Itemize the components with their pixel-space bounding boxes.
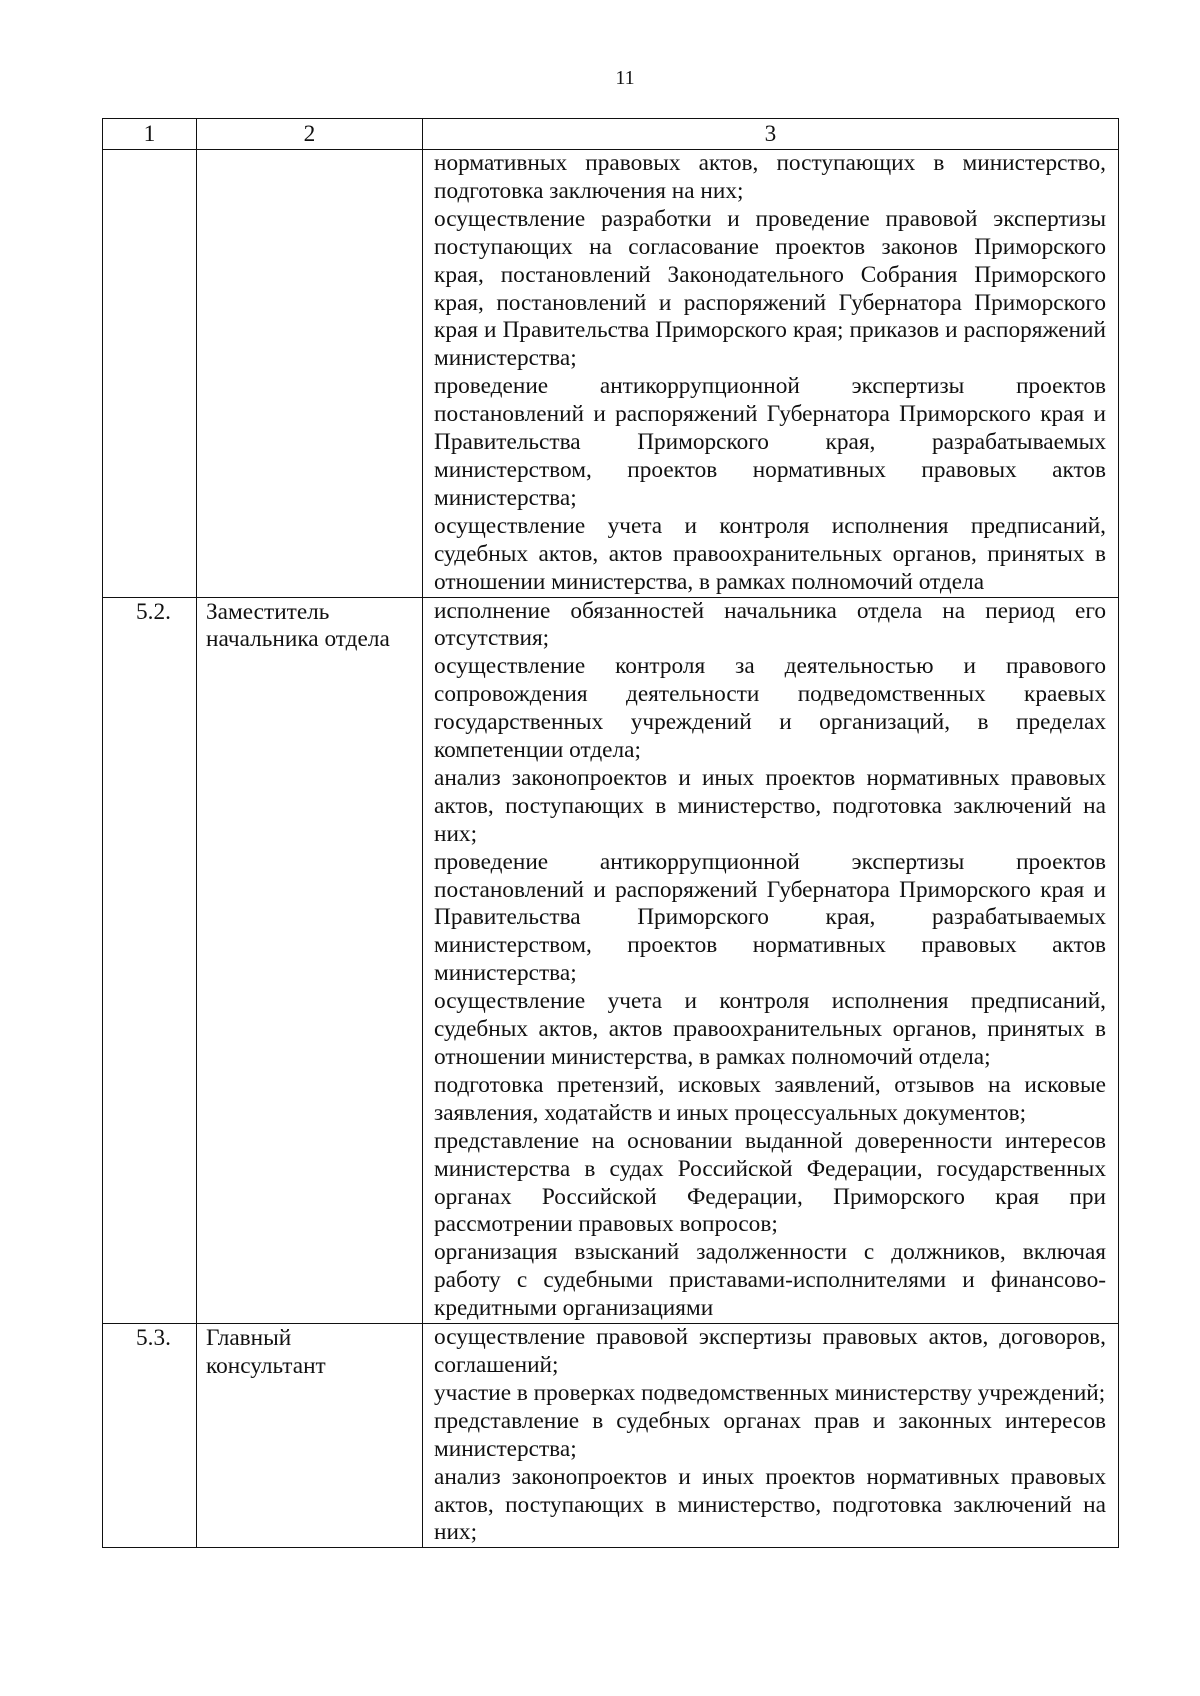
duty-item: анализ законопроектов и иных проектов нормативных правовых актов, поступающих в министерство, подготовка заключений на них; bbox=[434, 764, 1106, 847]
column-header-number: 1 bbox=[103, 119, 197, 150]
duty-item: представление в судебных органах прав и законных интересов министерства; bbox=[434, 1407, 1106, 1462]
row-position bbox=[197, 150, 423, 598]
row-position: Заместитель начальника отдела bbox=[197, 597, 423, 1324]
duty-item: осуществление учета и контроля исполнения предписаний, судебных актов, актов правоохранительных органов, принятых в отношении министерства, в рамках полномочий отдела bbox=[434, 512, 1106, 595]
duty-item: проведение антикоррупционной экспертизы проектов постановлений и распоряжений Губернатора Приморского края и Правительства Приморского края, разрабатываемых министерством, проектов нормативных правовых актов министерства; bbox=[434, 848, 1106, 987]
duty-item: исполнение обязанностей начальника отдела на период его отсутствия; bbox=[434, 597, 1106, 652]
column-header-duties: 3 bbox=[423, 119, 1119, 150]
duty-item: осуществление контроля за деятельностью и правового сопровождения деятельности подведомственных краевых государственных учреждений и организаций, в пределах компетенции отдела; bbox=[434, 653, 1106, 764]
duties-table bbox=[102, 118, 1119, 1548]
row-number: 5.3. bbox=[103, 1324, 197, 1548]
duty-item: осуществление разработки и проведение правовой экспертизы поступающих на согласование проектов законов Приморского края, постановлений Законодательного Собрания Приморского края, постановлений и распоряжений Губернатора Приморского края и Правительства Приморского края; приказов и распоряжений министерства; bbox=[434, 205, 1106, 372]
column-header-position: 2 bbox=[197, 119, 423, 150]
table-row bbox=[103, 597, 1119, 1324]
duty-item: подготовка претензий, исковых заявлений, отзывов на исковые заявления, ходатайств и иных процессуальных документов; bbox=[434, 1071, 1106, 1126]
page-number: 11 bbox=[615, 67, 635, 89]
duty-item: анализ законопроектов и иных проектов нормативных правовых актов, поступающих в министерство, подготовка заключений на них; bbox=[434, 1463, 1106, 1546]
row-number bbox=[103, 150, 197, 598]
row-duties bbox=[423, 1324, 1119, 1548]
duty-item: осуществление правовой экспертизы правовых актов, договоров, соглашений; bbox=[434, 1324, 1106, 1378]
duty-item: проведение антикоррупционной экспертизы проектов постановлений и распоряжений Губернатора Приморского края и Правительства Приморского края, разрабатываемых министерством, проектов нормативных правовых актов министерства; bbox=[434, 373, 1106, 511]
row-duties bbox=[423, 150, 1119, 598]
table-header-row bbox=[103, 119, 1119, 150]
duty-item: нормативных правовых актов, поступающих в министерство, подготовка заключения на них; bbox=[434, 150, 1106, 204]
row-position: Главный консультант bbox=[197, 1324, 423, 1548]
duty-item: осуществление учета и контроля исполнения предписаний, судебных актов, актов правоохранительных органов, принятых в отношении министерства, в рамках полномочий отдела; bbox=[434, 988, 1106, 1070]
row-duties bbox=[423, 597, 1119, 1324]
duty-item: представление на основании выданной доверенности интересов министерства в судах Российской Федерации, государственных органах Российской Федерации, Приморского края при рассмотрении правовых вопросов; bbox=[434, 1127, 1106, 1238]
row-number: 5.2. bbox=[103, 597, 197, 1324]
table-row bbox=[103, 1324, 1119, 1548]
duty-item: организация взысканий задолженности с должников, включая работу с судебными приставами-исполнителями и финансово-кредитными организациями bbox=[434, 1239, 1106, 1322]
duty-item: участие в проверках подведомственных министерству учреждений; bbox=[434, 1379, 1106, 1406]
table-row bbox=[103, 150, 1119, 598]
